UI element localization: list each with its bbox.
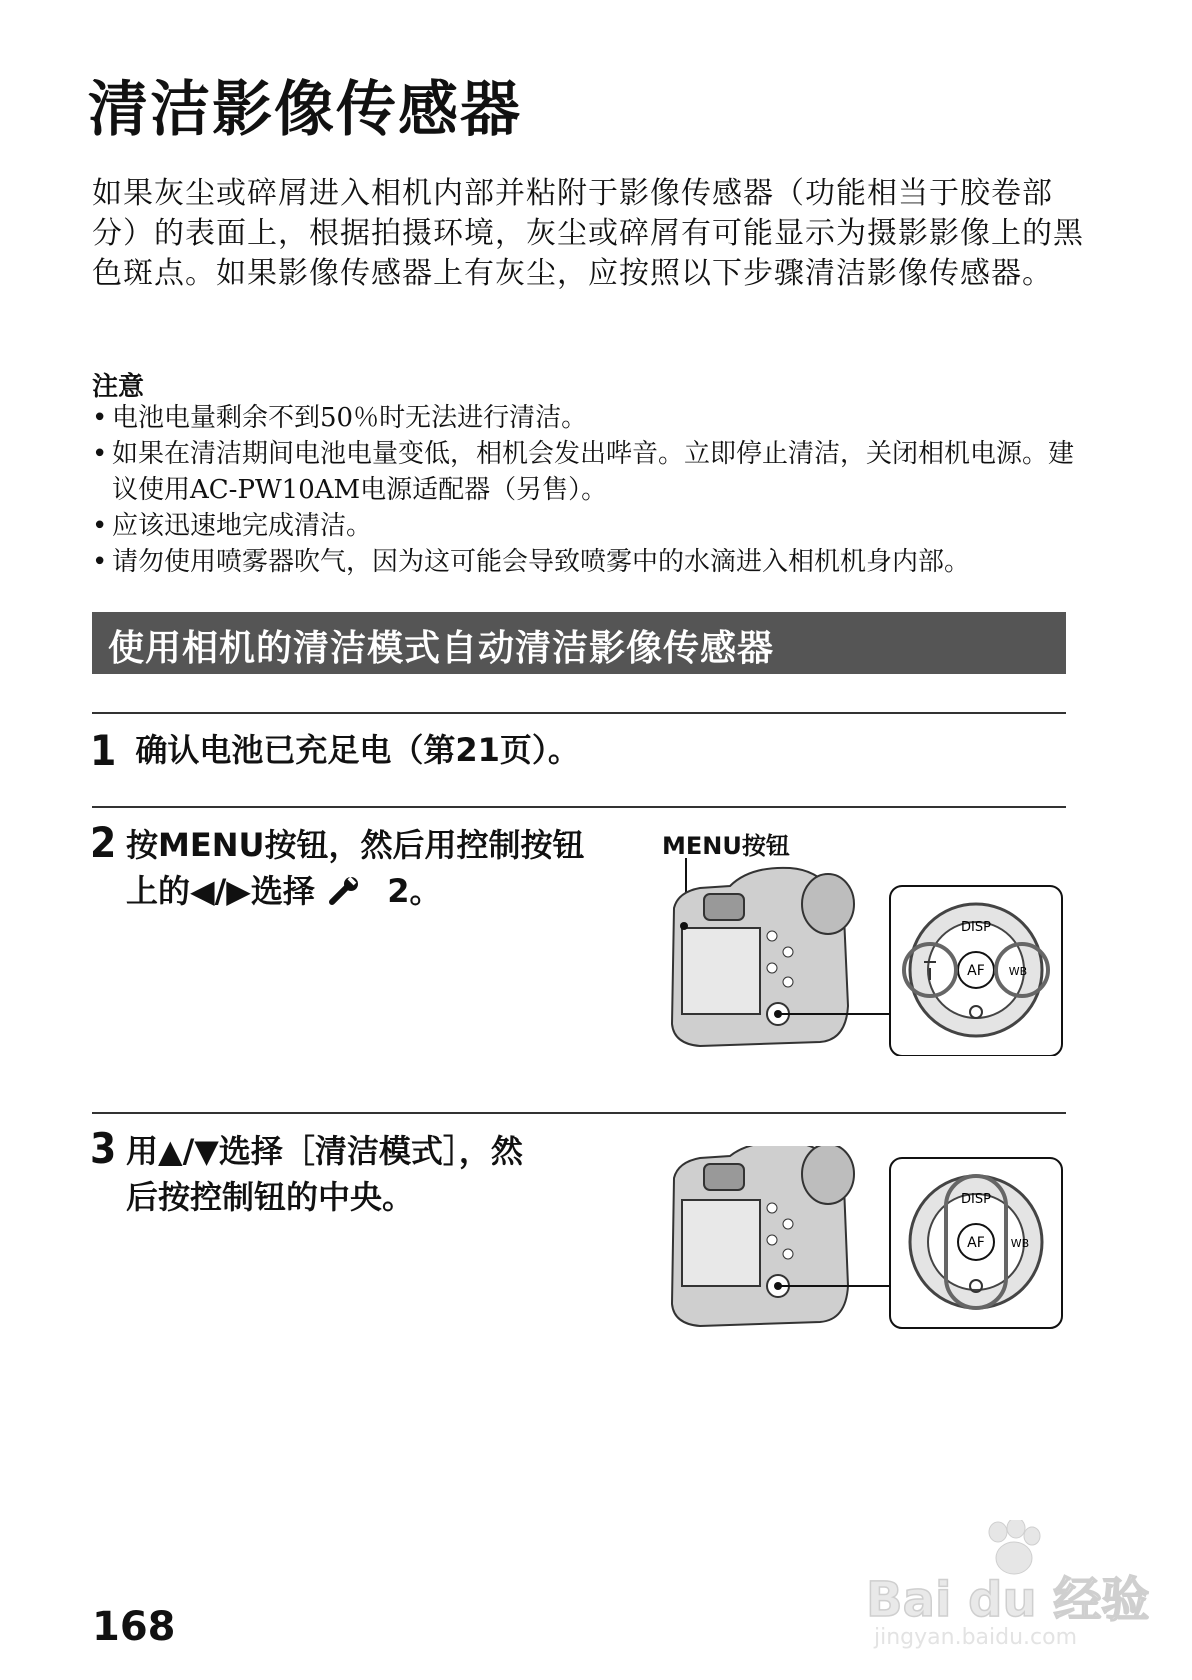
camera-illustration (660, 856, 1080, 1056)
step-text-line: 上的◀/▶选择 2。 (126, 872, 442, 910)
dial-disp-label: DISP (961, 1192, 991, 1207)
note-item: • 电池电量剩余不到50％时无法进行清洁。 (92, 400, 1092, 436)
intro-paragraph: 如果灰尘或碎屑进入相机内部并粘附于影像传感器（功能相当于胶卷部分）的表面上，根据拍摄环境，灰尘或碎屑有可能显示为摄影影像上的黑色斑点。如果影像传感器上有灰尘，应按照以下步骤清洁影像传感器。 (92, 176, 1084, 291)
step-number: 1 (90, 726, 117, 775)
step-text: 确认电池已充足电（第21页）。 (135, 731, 580, 769)
note-item: • 请勿使用喷雾器吹气，因为这可能会导致喷雾中的水滴进入相机机身内部。 (92, 544, 1092, 580)
step-text-line: 后按控制钮的中央。 (126, 1178, 415, 1216)
dial-wb-label: WB (1008, 965, 1028, 978)
notes-heading: 注意 (92, 372, 145, 402)
step-text-line: 按MENU按钮，然后用控制按钮 (126, 826, 585, 864)
page-number: 168 (92, 1604, 176, 1650)
wrench-icon (328, 876, 362, 906)
dial-af-label: AF (967, 1235, 985, 1251)
watermark-brand: Bai du 经验 (866, 1572, 1150, 1628)
section-header (92, 612, 1066, 674)
step-1 (90, 726, 580, 777)
menu-button-callout: MENU按钮 (662, 832, 790, 860)
step-text-line: 用▲/▼选择［清洁模式］，然 (126, 1132, 523, 1170)
section-title: 使用相机的清洁模式自动清洁影像传感器 (108, 628, 775, 669)
watermark-url: jingyan.baidu.com (874, 1625, 1078, 1650)
step-number: 3 (90, 1124, 117, 1173)
note-item: • 如果在清洁期间电池电量变低，相机会发出哔音。立即停止清洁，关闭相机电源。建议使用AC-PW10AM电源适配器（另售）。 (92, 436, 1092, 508)
dial-disp-label: DISP (961, 920, 991, 935)
dial-af-label: AF (967, 963, 985, 979)
paw-logo-icon (858, 1520, 1158, 1650)
divider (92, 806, 1066, 808)
dial-wb-label: WB (1010, 1237, 1030, 1250)
notes-list (92, 400, 1092, 580)
page-title: 清洁影像传感器 (88, 75, 522, 145)
camera-illustration (660, 1146, 1080, 1336)
divider (92, 1112, 1066, 1114)
divider (92, 712, 1066, 714)
note-item: • 应该迅速地完成清洁。 (92, 508, 1092, 544)
baidu-watermark (858, 1520, 1158, 1650)
step-number: 2 (90, 818, 117, 867)
